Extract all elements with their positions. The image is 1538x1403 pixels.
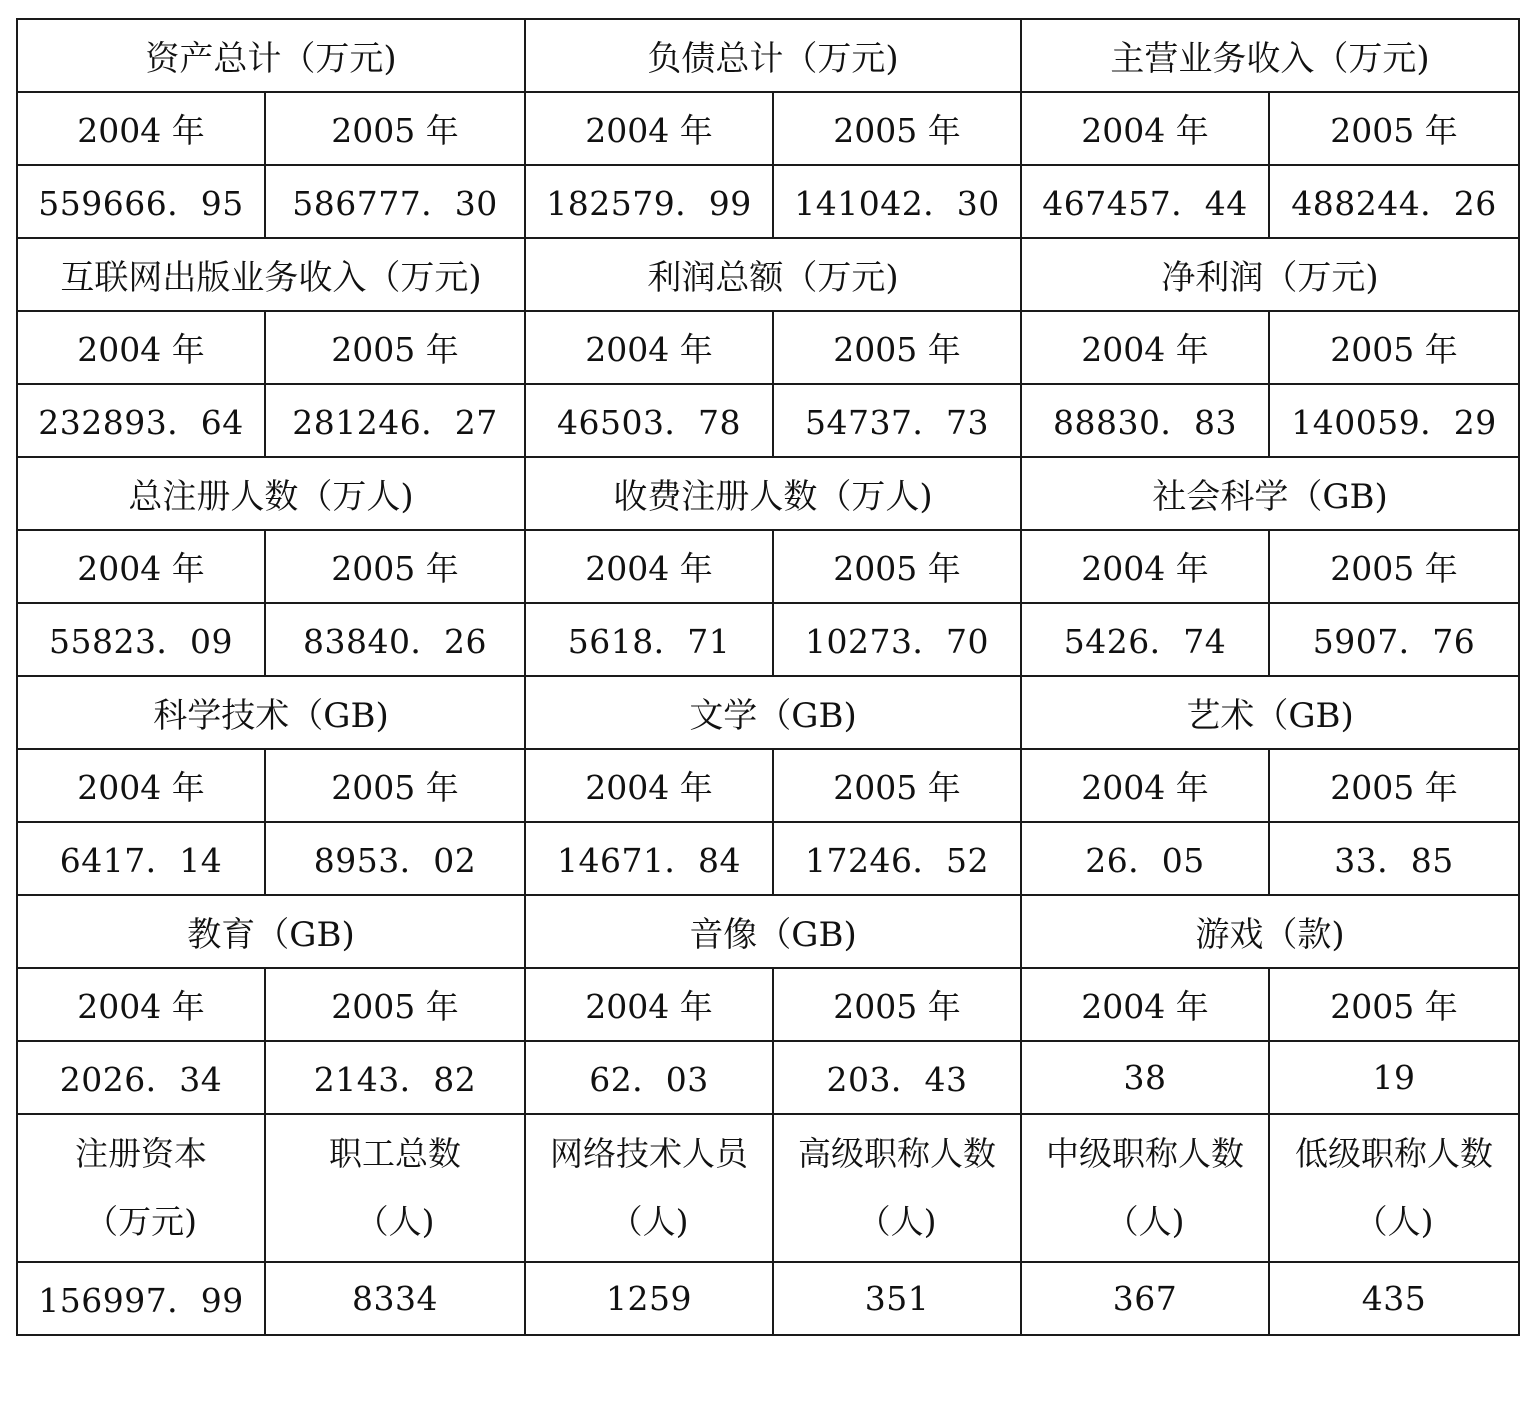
staff-header-unit: （人)	[1105, 1202, 1185, 1241]
block-title: 资产总计（万元)	[17, 19, 525, 92]
value-row	[17, 822, 1519, 895]
value-2005: 33．85	[1269, 822, 1519, 895]
value-2005: 203．43	[773, 1041, 1021, 1114]
staff-header-row	[17, 1114, 1519, 1262]
year-label-2004: 2004 年	[17, 968, 265, 1041]
block-title: 主营业务收入（万元)	[1021, 19, 1519, 92]
year-label-row	[17, 968, 1519, 1041]
staff-header-line1: 高级职称人数	[798, 1134, 997, 1173]
value-2005: 83840．26	[265, 603, 525, 676]
value-2005: 17246．52	[773, 822, 1021, 895]
year-label-2004: 2004 年	[525, 968, 773, 1041]
staff-value-row	[17, 1262, 1519, 1335]
year-label-2004: 2004 年	[17, 530, 265, 603]
value-2004: 5426．74	[1021, 603, 1269, 676]
block-title: 教育（GB)	[17, 895, 525, 968]
value-row	[17, 1041, 1519, 1114]
value-2005: 2143．82	[265, 1041, 525, 1114]
year-label-2004: 2004 年	[1021, 968, 1269, 1041]
year-label-2005: 2005 年	[1269, 311, 1519, 384]
staff-value: 351	[773, 1262, 1021, 1335]
year-label-2004: 2004 年	[1021, 530, 1269, 603]
value-2004: 467457．44	[1021, 165, 1269, 238]
year-label-2005: 2005 年	[265, 311, 525, 384]
value-2004: 182579．99	[525, 165, 773, 238]
year-label-2005: 2005 年	[1269, 530, 1519, 603]
staff-value: 435	[1269, 1262, 1519, 1335]
block-title: 总注册人数（万人)	[17, 457, 525, 530]
block-title: 艺术（GB)	[1021, 676, 1519, 749]
value-2004: 46503．78	[525, 384, 773, 457]
staff-header-unit: （人)	[609, 1202, 689, 1241]
group-title-row	[17, 457, 1519, 530]
value-2004: 55823．09	[17, 603, 265, 676]
staff-value: 1259	[525, 1262, 773, 1335]
staff-header-unit: （人)	[1354, 1202, 1434, 1241]
staff-header-line1: 职工总数	[329, 1134, 461, 1173]
block-title: 互联网出版业务收入（万元)	[17, 238, 525, 311]
staff-header-unit: （人)	[355, 1202, 435, 1241]
value-2005: 140059．29	[1269, 384, 1519, 457]
year-label-2005: 2005 年	[265, 749, 525, 822]
value-2004: 38	[1021, 1041, 1269, 1114]
value-2005: 586777．30	[265, 165, 525, 238]
staff-header-total-employees	[265, 1114, 525, 1262]
year-label-2005: 2005 年	[265, 530, 525, 603]
value-2005: 141042．30	[773, 165, 1021, 238]
year-label-2004: 2004 年	[17, 311, 265, 384]
staff-header-junior-title	[1269, 1114, 1519, 1262]
year-label-2005: 2005 年	[773, 749, 1021, 822]
staff-header-intermediate-title	[1021, 1114, 1269, 1262]
year-label-2004: 2004 年	[525, 530, 773, 603]
block-title: 社会科学（GB)	[1021, 457, 1519, 530]
year-label-2005: 2005 年	[1269, 92, 1519, 165]
group-title-row	[17, 19, 1519, 92]
staff-header-senior-title	[773, 1114, 1021, 1262]
block-title: 文学（GB)	[525, 676, 1021, 749]
year-label-2004: 2004 年	[1021, 749, 1269, 822]
year-label-2004: 2004 年	[17, 92, 265, 165]
year-label-2005: 2005 年	[773, 968, 1021, 1041]
year-label-row	[17, 530, 1519, 603]
value-2004: 14671．84	[525, 822, 773, 895]
value-2004: 2026．34	[17, 1041, 265, 1114]
block-title: 游戏（款)	[1021, 895, 1519, 968]
staff-header-line1: 注册资本	[75, 1134, 207, 1173]
value-2005: 281246．27	[265, 384, 525, 457]
year-label-2005: 2005 年	[1269, 749, 1519, 822]
value-2004: 5618．71	[525, 603, 773, 676]
year-label-row	[17, 92, 1519, 165]
block-title: 音像（GB)	[525, 895, 1021, 968]
staff-header-unit: （万元)	[85, 1202, 197, 1241]
statistics-table	[16, 18, 1520, 1336]
block-title: 负债总计（万元)	[525, 19, 1021, 92]
year-label-2004: 2004 年	[525, 749, 773, 822]
value-2004: 559666．95	[17, 165, 265, 238]
value-2004: 6417．14	[17, 822, 265, 895]
block-title: 利润总额（万元)	[525, 238, 1021, 311]
year-label-2005: 2005 年	[265, 968, 525, 1041]
value-2005: 10273．70	[773, 603, 1021, 676]
year-label-2005: 2005 年	[773, 311, 1021, 384]
value-2004: 232893．64	[17, 384, 265, 457]
value-row	[17, 165, 1519, 238]
staff-value: 8334	[265, 1262, 525, 1335]
year-label-row	[17, 749, 1519, 822]
value-2005: 19	[1269, 1041, 1519, 1114]
year-label-2004: 2004 年	[525, 311, 773, 384]
value-2005: 488244．26	[1269, 165, 1519, 238]
staff-header-line1: 低级职称人数	[1295, 1134, 1494, 1173]
value-2005: 8953．02	[265, 822, 525, 895]
value-row	[17, 384, 1519, 457]
value-2004: 26．05	[1021, 822, 1269, 895]
block-title: 科学技术（GB)	[17, 676, 525, 749]
year-label-2005: 2005 年	[265, 92, 525, 165]
staff-header-line1: 网络技术人员	[550, 1134, 749, 1173]
staff-value: 156997．99	[17, 1262, 265, 1335]
staff-header-line1: 中级职称人数	[1046, 1134, 1245, 1173]
value-row	[17, 603, 1519, 676]
block-title: 收费注册人数（万人)	[525, 457, 1021, 530]
group-title-row	[17, 895, 1519, 968]
value-2005: 5907．76	[1269, 603, 1519, 676]
staff-header-network-tech	[525, 1114, 773, 1262]
year-label-2005: 2005 年	[1269, 968, 1519, 1041]
year-label-2004: 2004 年	[1021, 92, 1269, 165]
year-label-2004: 2004 年	[17, 749, 265, 822]
staff-header-unit: （人)	[857, 1202, 937, 1241]
value-2004: 62．03	[525, 1041, 773, 1114]
staff-header-registered-capital	[17, 1114, 265, 1262]
value-2004: 88830．83	[1021, 384, 1269, 457]
staff-value: 367	[1021, 1262, 1269, 1335]
year-label-row	[17, 311, 1519, 384]
block-title: 净利润（万元)	[1021, 238, 1519, 311]
year-label-2005: 2005 年	[773, 92, 1021, 165]
year-label-2005: 2005 年	[773, 530, 1021, 603]
year-label-2004: 2004 年	[525, 92, 773, 165]
value-2005: 54737．73	[773, 384, 1021, 457]
group-title-row	[17, 238, 1519, 311]
year-label-2004: 2004 年	[1021, 311, 1269, 384]
group-title-row	[17, 676, 1519, 749]
